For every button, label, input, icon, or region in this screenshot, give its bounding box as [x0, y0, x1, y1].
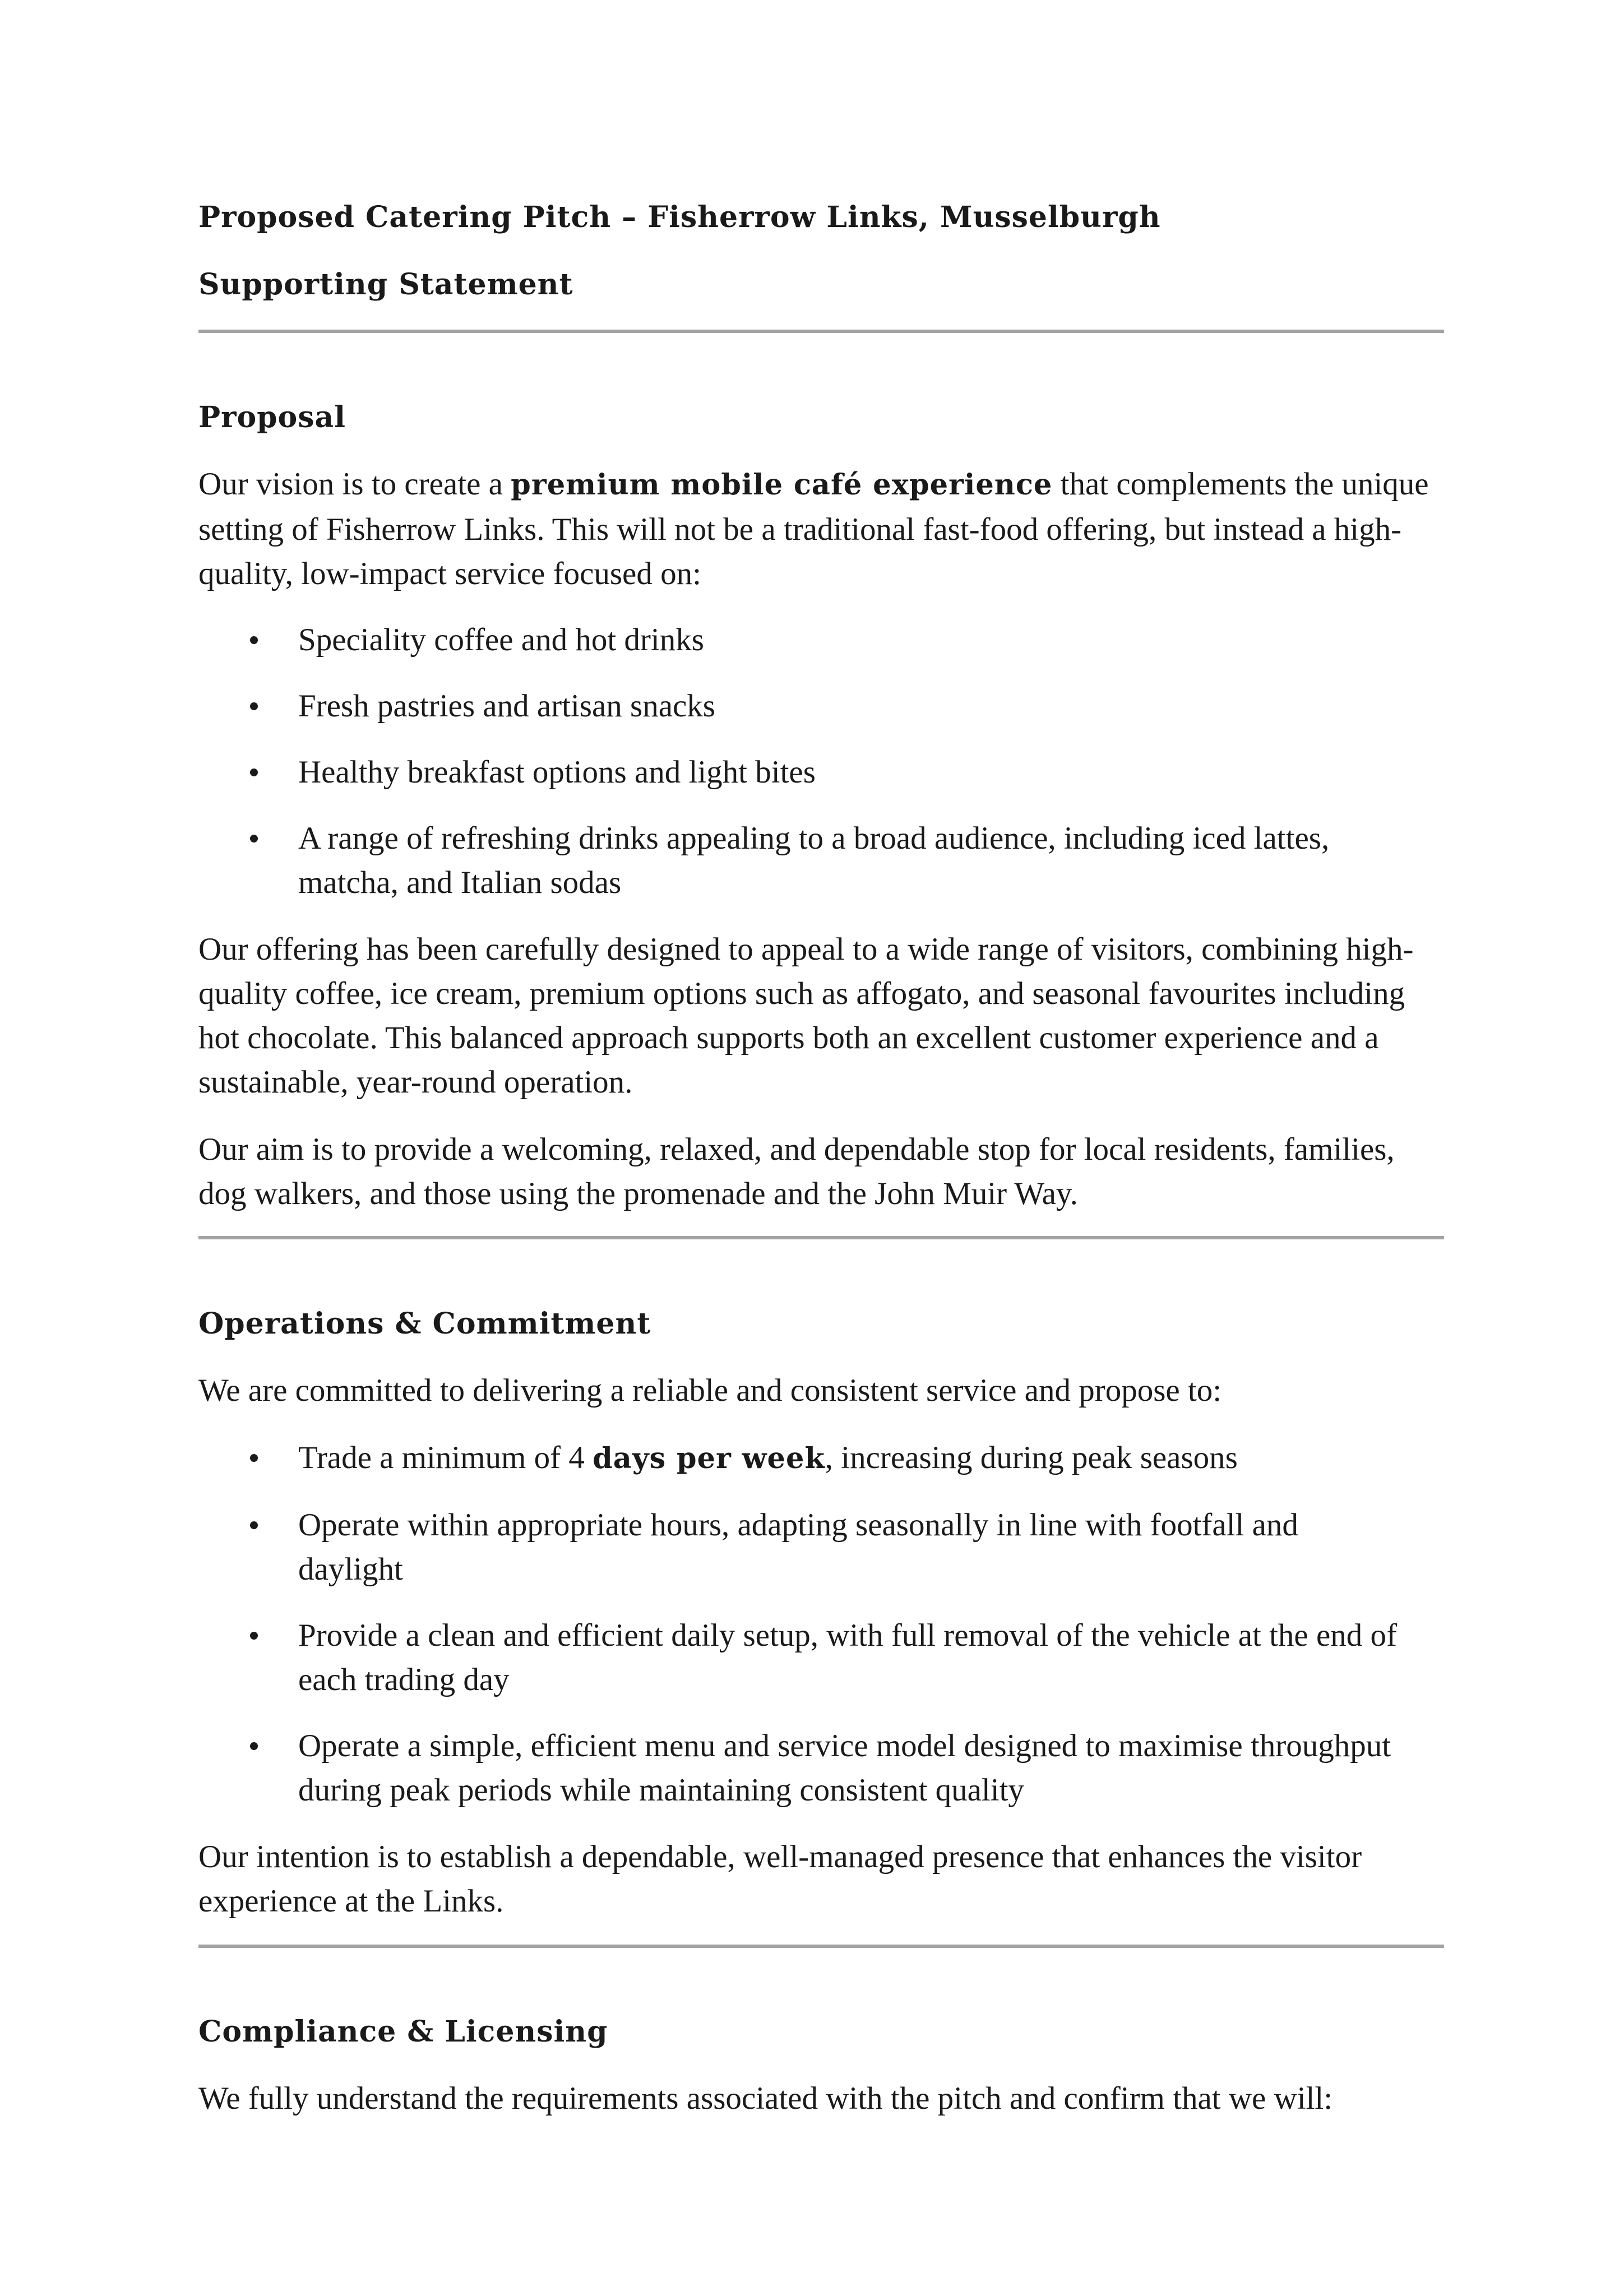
- document-title: Proposed Catering Pitch – Fisherrow Links, Musselburgh: [198, 200, 1161, 234]
- bullet-icon: [250, 1454, 258, 1462]
- operations-heading: Operations & Commitment: [198, 1307, 651, 1341]
- proposal-heading: Proposal: [198, 400, 346, 434]
- proposal-intro-paragraph: [198, 462, 1444, 596]
- proposal-intro-text: Our vision is to create a: [198, 466, 511, 502]
- list-item-emphasis: days per week: [593, 1442, 825, 1475]
- proposal-intro-text-cont: that complements the unique setting of Fisherrow Links. This will not be a traditional fast-food offering, but instead a high-quality, low-impact service focused on:: [198, 466, 1429, 591]
- proposal-aim-paragraph: Our aim is to provide a welcoming, relaxed, and dependable stop for local residents, families, dog walkers, and those using the promenade and the John Muir Way.: [198, 1132, 1395, 1211]
- list-item: [198, 1613, 1444, 1702]
- operations-closing-paragraph: Our intention is to establish a dependable, well-managed presence that enhances the visitor experience at the Links.: [198, 1839, 1362, 1919]
- list-item-text: Healthy breakfast options and light bites: [298, 754, 816, 790]
- section-divider: [198, 1236, 1444, 1239]
- list-item: [198, 1503, 1444, 1591]
- bullet-icon: [250, 1521, 258, 1529]
- proposal-offering-list: [198, 618, 1444, 927]
- bullet-icon: [250, 636, 258, 644]
- section-divider: [198, 1945, 1444, 1948]
- list-item: [198, 750, 1444, 794]
- bullet-icon: [250, 1742, 258, 1750]
- list-item-text: Operate within appropriate hours, adapting seasonally in line with footfall and daylight: [298, 1507, 1298, 1587]
- compliance-heading: Compliance & Licensing: [198, 2015, 608, 2049]
- bullet-icon: [250, 835, 258, 843]
- section-divider: [198, 330, 1444, 333]
- proposal-intro-emphasis: premium mobile café experience: [511, 468, 1053, 502]
- proposal-offering-paragraph: Our offering has been carefully designed to appeal to a wide range of visitors, combining high-quality coffee, ice cream, premium options such as affogato, and seasonal favourites including hot chocolate. This balanced approach supports both an excellent customer experience and a sustainable, year-round operation.: [198, 932, 1414, 1100]
- list-item: [198, 1436, 1444, 1481]
- bullet-icon: [250, 1632, 258, 1640]
- bullet-icon: [250, 702, 258, 710]
- list-item-text: Speciality coffee and hot drinks: [298, 622, 704, 658]
- list-item-text: Fresh pastries and artisan snacks: [298, 688, 715, 724]
- list-item-text: Trade a minimum of 4: [298, 1440, 593, 1475]
- list-item: [198, 684, 1444, 728]
- bullet-icon: [250, 769, 258, 776]
- list-item: [198, 1724, 1444, 1812]
- list-item-text-cont: , increasing during peak seasons: [825, 1440, 1238, 1475]
- operations-intro-paragraph: We are committed to delivering a reliable and consistent service and propose to:: [198, 1373, 1222, 1408]
- document-subtitle: Supporting Statement: [198, 267, 573, 302]
- operations-commitment-list: [198, 1436, 1444, 1834]
- list-item-text: Provide a clean and efficient daily setup, with full removal of the vehicle at the end of each trading day: [298, 1618, 1398, 1697]
- list-item-text: A range of refreshing drinks appealing to a broad audience, including iced lattes, matcha, and Italian sodas: [298, 821, 1330, 900]
- list-item-text: Operate a simple, efficient menu and service model designed to maximise throughput during peak periods while maintaining consistent quality: [298, 1728, 1391, 1808]
- list-item: [198, 816, 1444, 905]
- compliance-intro-paragraph: We fully understand the requirements associated with the pitch and confirm that we will:: [198, 2081, 1333, 2116]
- list-item: [198, 618, 1444, 662]
